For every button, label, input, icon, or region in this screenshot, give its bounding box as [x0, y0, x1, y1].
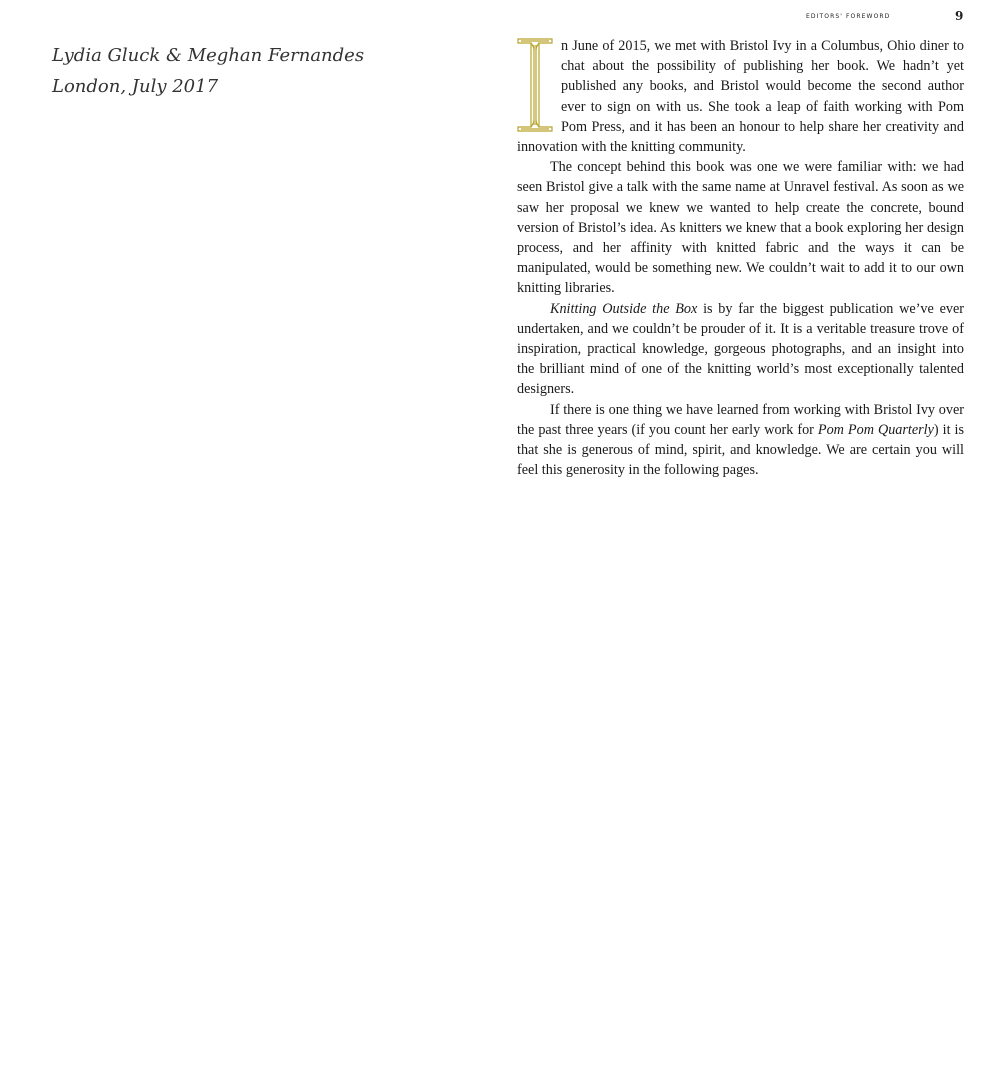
page-number: 9 — [955, 9, 964, 23]
foreword-paragraph-2: The concept behind this book was one we were familiar with: we had seen Bristol give a talk with the same name at Unravel festival. As soon as we saw her proposal we knew we wanted to help create the concrete, bound version of Bristol’s idea. As knitters we knew that a book exploring her design process, and her affinity with knitted fabric and the ways it can be manipulated, would be something new. We couldn’t wait to add it to our own knitting libraries. — [517, 159, 964, 297]
drop-cap — [517, 38, 553, 134]
signature-names: Lydia Gluck & Meghan Fernandes — [52, 45, 365, 66]
drop-cap-letter-graphic — [517, 38, 553, 132]
paragraph-3-text: is by far the biggest publication we’ve ever undertaken, and we couldn’t be prouder of it. It is a veritable treasure trove of inspiration, practical knowledge, gorgeous photographs, and an insight into the brilliant mind of one of the knitting world’s most exceptionally talented designers. — [517, 300, 964, 398]
paragraph-4-text-a: If there is one thing we have learned from working with Bristol Ivy over the past three years (if you count her early work for — [517, 401, 964, 438]
paragraph-1-text: n June of 2015, we met with Bristol Ivy in a Columbus, Ohio diner to chat about the possibility of publishing her book. We hadn’t yet published any books, and Bristol would become the second author ever to sign on with us. She took a leap of faith working with Pom Pom Press, and it has been an honour to help share her creativity and innovation with the knitting community. — [517, 38, 964, 156]
foreword-paragraph-1 — [517, 36, 964, 157]
signature-place-date: London, July 2017 — [52, 76, 219, 97]
magazine-title: Pom Pom Quarterly — [817, 421, 934, 438]
foreword-paragraph-3 — [517, 299, 964, 400]
drop-cap-text — [517, 132, 518, 133]
editors-signature — [52, 40, 472, 102]
book-title: Knitting Outside the Box — [550, 300, 698, 317]
running-head: EDITORS' FOREWORD — [806, 13, 891, 20]
foreword-paragraph-4 — [517, 400, 964, 481]
paragraph-4-text-b: ) it is that she is generous of mind, spirit, and knowledge. We are certain you will feel this generosity in the following pages. — [517, 421, 964, 479]
foreword-text — [517, 36, 964, 480]
